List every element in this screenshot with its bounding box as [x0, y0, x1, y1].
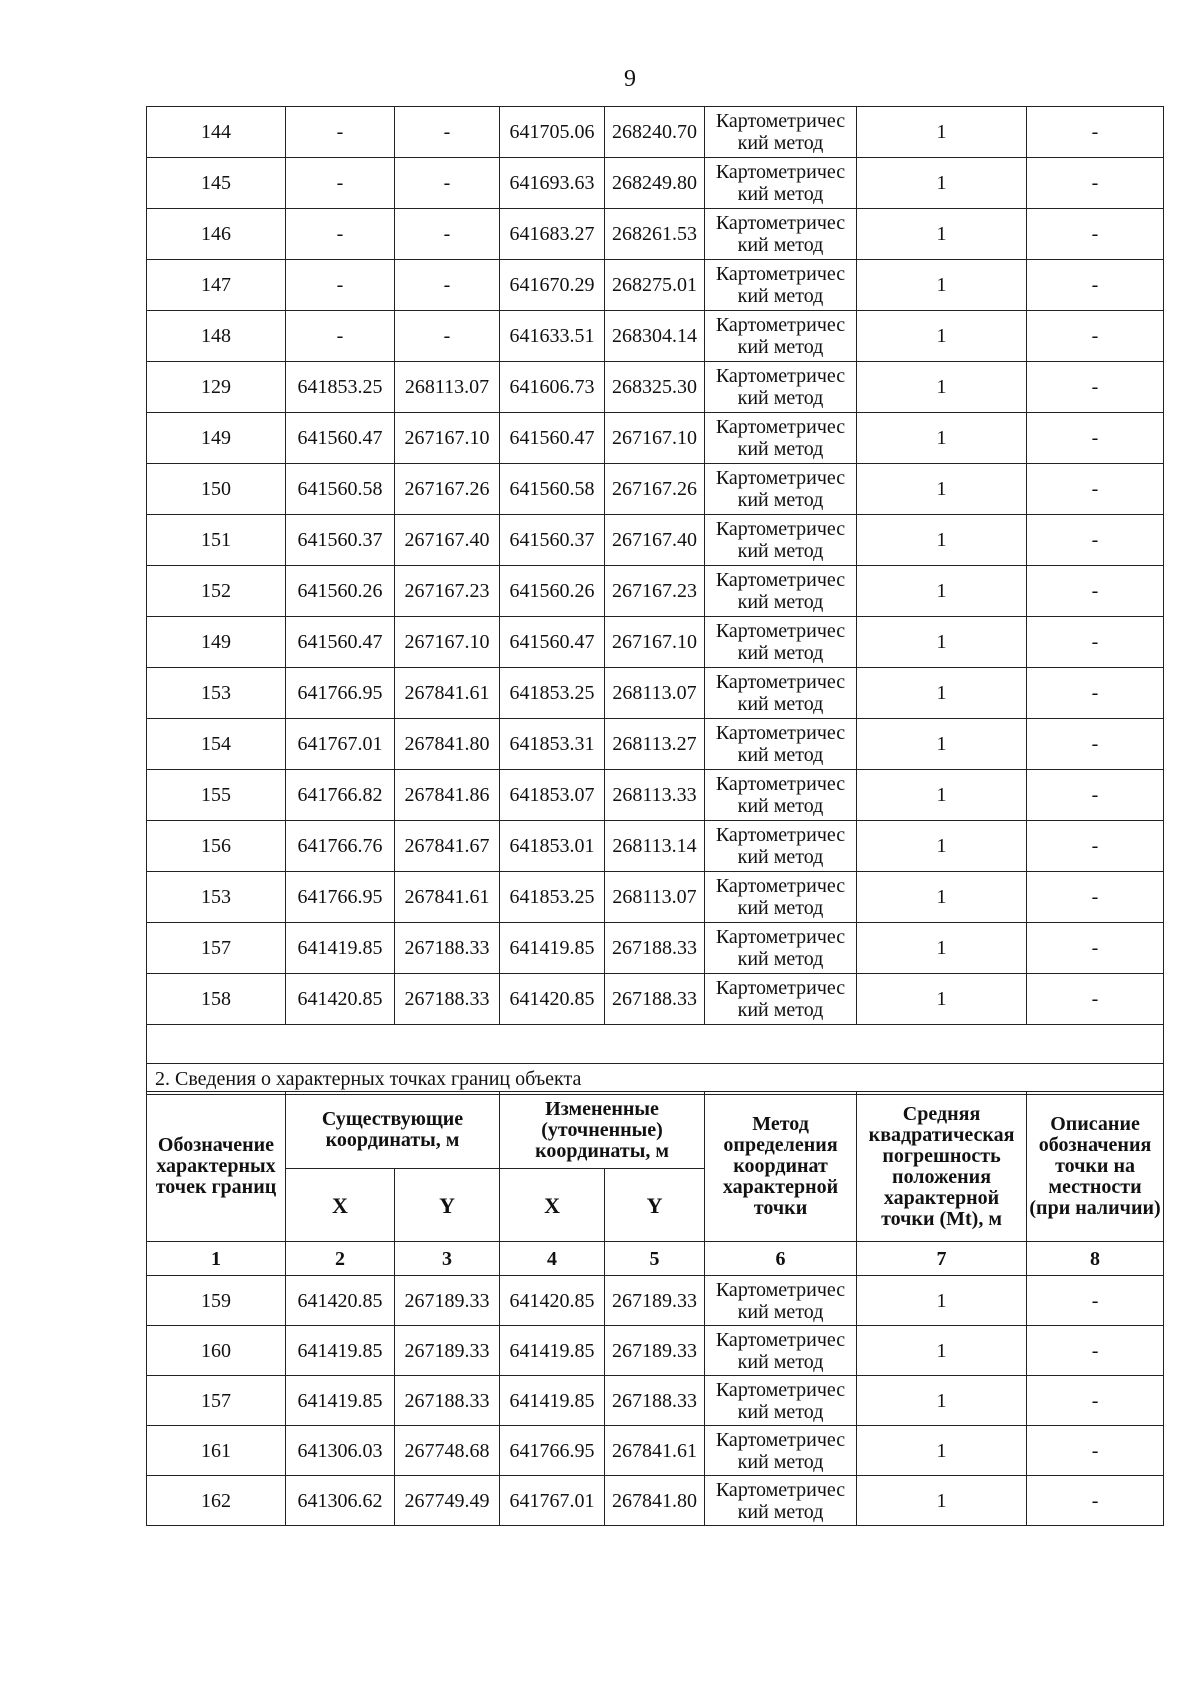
mt-value-cell: 1: [857, 974, 1027, 1025]
point-number-cell: 157: [147, 923, 286, 974]
existing-y-cell: 267167.10: [395, 413, 500, 464]
existing-x-cell: 641419.85: [286, 1326, 395, 1376]
changed-x-cell: 641766.95: [500, 1426, 605, 1476]
method-cell: [705, 1476, 857, 1526]
changed-y-cell: 268113.14: [605, 821, 705, 872]
changed-y-cell: 268240.70: [605, 107, 705, 158]
method-line-2: кий метод: [737, 1350, 824, 1373]
changed-x-cell: 641853.01: [500, 821, 605, 872]
method-cell: [705, 1326, 857, 1376]
header-description: Описание обозначения точки на местности (при наличии): [1027, 1092, 1164, 1242]
changed-x-cell: 641853.07: [500, 770, 605, 821]
coordinates-table-body: [147, 107, 1164, 1025]
point-number-cell: 162: [147, 1476, 286, 1526]
changed-y-cell: 267841.61: [605, 1426, 705, 1476]
table-row: [147, 923, 1164, 974]
header-existing-coordinates: Существующие координаты, м: [286, 1092, 500, 1169]
mt-value-cell: 1: [857, 107, 1027, 158]
existing-y-cell: 267167.10: [395, 617, 500, 668]
header-changed-x: X: [500, 1169, 605, 1242]
point-number-cell: 159: [147, 1276, 286, 1326]
point-number-cell: 153: [147, 872, 286, 923]
changed-x-cell: 641560.47: [500, 413, 605, 464]
changed-y-cell: 267167.10: [605, 413, 705, 464]
existing-x-cell: -: [286, 209, 395, 260]
mt-value-cell: 1: [857, 566, 1027, 617]
method-cell: [705, 617, 857, 668]
method-line-2: кий метод: [737, 693, 824, 715]
existing-x-cell: 641853.25: [286, 362, 395, 413]
method-line-1: Картометричес: [715, 1478, 846, 1501]
method-line-2: кий метод: [737, 489, 824, 511]
method-cell: [705, 1426, 857, 1476]
header-existing-x: X: [286, 1169, 395, 1242]
method-line-1: Картометричес: [715, 1428, 846, 1451]
description-cell: -: [1027, 515, 1164, 566]
method-line-1: Картометричес: [715, 824, 846, 846]
changed-x-cell: 641853.25: [500, 668, 605, 719]
method-line-2: кий метод: [737, 948, 824, 970]
changed-x-cell: 641419.85: [500, 1326, 605, 1376]
point-number-cell: 153: [147, 668, 286, 719]
blank-row: [147, 1025, 1164, 1064]
table-row: [147, 1476, 1164, 1526]
existing-x-cell: 641419.85: [286, 923, 395, 974]
changed-x-cell: 641419.85: [500, 1376, 605, 1426]
method-line-2: кий метод: [737, 846, 824, 868]
existing-x-cell: 641766.95: [286, 668, 395, 719]
method-cell: [705, 668, 857, 719]
changed-x-cell: 641560.47: [500, 617, 605, 668]
existing-x-cell: 641560.47: [286, 413, 395, 464]
method-cell: [705, 515, 857, 566]
existing-y-cell: 267188.33: [395, 974, 500, 1025]
point-number-cell: 160: [147, 1326, 286, 1376]
changed-y-cell: 268113.07: [605, 668, 705, 719]
mt-value-cell: 1: [857, 209, 1027, 260]
existing-y-cell: 267189.33: [395, 1326, 500, 1376]
method-line-2: кий метод: [737, 336, 824, 358]
changed-y-cell: 268249.80: [605, 158, 705, 209]
method-line-1: Картометричес: [715, 365, 846, 387]
point-number-cell: 156: [147, 821, 286, 872]
mt-value-cell: 1: [857, 1376, 1027, 1426]
method-cell: [705, 1376, 857, 1426]
existing-y-cell: 267167.23: [395, 566, 500, 617]
column-numbers-row: [147, 1242, 1164, 1276]
existing-y-cell: 267167.40: [395, 515, 500, 566]
method-cell: [705, 770, 857, 821]
mt-value-cell: 1: [857, 821, 1027, 872]
table-row: [147, 311, 1164, 362]
table-row: [147, 158, 1164, 209]
table-row: [147, 413, 1164, 464]
method-line-2: кий метод: [737, 1300, 824, 1323]
description-cell: -: [1027, 566, 1164, 617]
point-number-cell: 161: [147, 1426, 286, 1476]
mt-value-cell: 1: [857, 770, 1027, 821]
mt-value-cell: 1: [857, 464, 1027, 515]
method-line-2: кий метод: [737, 234, 824, 256]
method-line-1: Картометричес: [715, 1328, 846, 1351]
method-cell: [705, 719, 857, 770]
changed-x-cell: 641670.29: [500, 260, 605, 311]
point-number-cell: 154: [147, 719, 286, 770]
method-line-1: Картометричес: [715, 161, 846, 183]
point-number-cell: 158: [147, 974, 286, 1025]
method-line-2: кий метод: [737, 642, 824, 664]
existing-x-cell: -: [286, 260, 395, 311]
column-number: 1: [147, 1242, 286, 1276]
changed-x-cell: 641693.63: [500, 158, 605, 209]
header-changed-coordinates: Измененные (уточненные) координаты, м: [500, 1092, 705, 1169]
method-line-2: кий метод: [737, 744, 824, 766]
changed-y-cell: 267167.23: [605, 566, 705, 617]
existing-y-cell: 267841.61: [395, 668, 500, 719]
changed-x-cell: 641705.06: [500, 107, 605, 158]
changed-x-cell: 641560.37: [500, 515, 605, 566]
method-cell: [705, 974, 857, 1025]
method-cell: [705, 413, 857, 464]
method-line-2: кий метод: [737, 438, 824, 460]
changed-x-cell: 641683.27: [500, 209, 605, 260]
blank-cell: [147, 1025, 1164, 1064]
point-number-cell: 150: [147, 464, 286, 515]
changed-x-cell: 641560.26: [500, 566, 605, 617]
changed-y-cell: 267189.33: [605, 1276, 705, 1326]
mt-value-cell: 1: [857, 260, 1027, 311]
point-number-cell: 149: [147, 617, 286, 668]
changed-x-cell: 641853.31: [500, 719, 605, 770]
table-row: [147, 566, 1164, 617]
changed-y-cell: 268261.53: [605, 209, 705, 260]
mt-value-cell: 1: [857, 158, 1027, 209]
description-cell: -: [1027, 311, 1164, 362]
point-number-cell: 145: [147, 158, 286, 209]
description-cell: -: [1027, 464, 1164, 515]
changed-x-cell: 641419.85: [500, 923, 605, 974]
existing-y-cell: 267841.80: [395, 719, 500, 770]
description-cell: -: [1027, 719, 1164, 770]
page-number: 9: [624, 66, 636, 92]
method-line-1: Картометричес: [715, 1278, 846, 1301]
method-cell: [705, 209, 857, 260]
method-cell: [705, 821, 857, 872]
description-cell: -: [1027, 1426, 1164, 1476]
existing-y-cell: 267841.67: [395, 821, 500, 872]
table-row: [147, 668, 1164, 719]
header-row: [147, 1092, 1164, 1169]
existing-y-cell: 267749.49: [395, 1476, 500, 1526]
method-line-1: Картометричес: [715, 518, 846, 540]
point-number-cell: 129: [147, 362, 286, 413]
existing-x-cell: 641420.85: [286, 974, 395, 1025]
mt-value-cell: 1: [857, 617, 1027, 668]
method-line-2: кий метод: [737, 1450, 824, 1473]
table-row: [147, 464, 1164, 515]
changed-y-cell: 267841.80: [605, 1476, 705, 1526]
table-row: [147, 1376, 1164, 1426]
method-cell: [705, 464, 857, 515]
column-number: 6: [705, 1242, 857, 1276]
section-row: [147, 1064, 1164, 1095]
table-row: [147, 260, 1164, 311]
method-line-2: кий метод: [737, 132, 824, 154]
description-cell: -: [1027, 107, 1164, 158]
changed-y-cell: 267189.33: [605, 1326, 705, 1376]
description-cell: -: [1027, 1476, 1164, 1526]
table-row: [147, 821, 1164, 872]
point-number-cell: 147: [147, 260, 286, 311]
mt-value-cell: 1: [857, 311, 1027, 362]
method-line-1: Картометричес: [715, 620, 846, 642]
method-line-2: кий метод: [737, 285, 824, 307]
mt-value-cell: 1: [857, 668, 1027, 719]
point-number-cell: 151: [147, 515, 286, 566]
existing-y-cell: 267841.61: [395, 872, 500, 923]
description-cell: -: [1027, 1326, 1164, 1376]
table-row: [147, 209, 1164, 260]
changed-y-cell: 268113.33: [605, 770, 705, 821]
existing-y-cell: -: [395, 311, 500, 362]
existing-x-cell: -: [286, 311, 395, 362]
table-row: [147, 1426, 1164, 1476]
header-changed-y: Y: [605, 1169, 705, 1242]
column-number: 8: [1027, 1242, 1164, 1276]
method-line-1: Картометричес: [715, 671, 846, 693]
existing-x-cell: -: [286, 107, 395, 158]
description-cell: -: [1027, 158, 1164, 209]
method-cell: [705, 311, 857, 362]
changed-x-cell: 641560.58: [500, 464, 605, 515]
coordinates-table-continued: [146, 106, 1164, 1095]
method-line-1: Картометричес: [715, 1378, 846, 1401]
method-cell: [705, 872, 857, 923]
existing-y-cell: -: [395, 209, 500, 260]
existing-x-cell: 641766.76: [286, 821, 395, 872]
method-line-2: кий метод: [737, 387, 824, 409]
description-cell: -: [1027, 923, 1164, 974]
method-line-2: кий метод: [737, 540, 824, 562]
method-line-2: кий метод: [737, 999, 824, 1021]
point-number-cell: 157: [147, 1376, 286, 1426]
table-row: [147, 362, 1164, 413]
changed-x-cell: 641420.85: [500, 974, 605, 1025]
changed-y-cell: 268325.30: [605, 362, 705, 413]
description-cell: -: [1027, 362, 1164, 413]
description-cell: -: [1027, 1276, 1164, 1326]
method-cell: [705, 260, 857, 311]
existing-y-cell: 267188.33: [395, 923, 500, 974]
description-cell: -: [1027, 872, 1164, 923]
mt-value-cell: 1: [857, 1426, 1027, 1476]
method-cell: [705, 107, 857, 158]
method-cell: [705, 362, 857, 413]
existing-x-cell: 641766.82: [286, 770, 395, 821]
changed-y-cell: 268304.14: [605, 311, 705, 362]
column-number: 4: [500, 1242, 605, 1276]
existing-y-cell: 267167.26: [395, 464, 500, 515]
table-row: [147, 617, 1164, 668]
table-row: [147, 719, 1164, 770]
header-designation: Обозначение характерных точек границ: [147, 1092, 286, 1242]
changed-x-cell: 641633.51: [500, 311, 605, 362]
method-line-1: Картометричес: [715, 926, 846, 948]
description-cell: -: [1027, 617, 1164, 668]
mt-value-cell: 1: [857, 413, 1027, 464]
point-number-cell: 148: [147, 311, 286, 362]
existing-x-cell: 641306.03: [286, 1426, 395, 1476]
existing-x-cell: 641560.47: [286, 617, 395, 668]
existing-x-cell: 641419.85: [286, 1376, 395, 1426]
existing-y-cell: 267189.33: [395, 1276, 500, 1326]
changed-x-cell: 641420.85: [500, 1276, 605, 1326]
mt-value-cell: 1: [857, 872, 1027, 923]
description-cell: -: [1027, 413, 1164, 464]
method-line-1: Картометричес: [715, 416, 846, 438]
column-number: 5: [605, 1242, 705, 1276]
column-number: 3: [395, 1242, 500, 1276]
description-cell: -: [1027, 260, 1164, 311]
table-row: [147, 515, 1164, 566]
existing-y-cell: 268113.07: [395, 362, 500, 413]
column-number: 7: [857, 1242, 1027, 1276]
table-row: [147, 1276, 1164, 1326]
table-row: [147, 872, 1164, 923]
method-cell: [705, 923, 857, 974]
characteristic-points-body: [147, 1276, 1164, 1526]
existing-y-cell: -: [395, 158, 500, 209]
mt-value-cell: 1: [857, 923, 1027, 974]
method-line-1: Картометричес: [715, 569, 846, 591]
changed-x-cell: 641853.25: [500, 872, 605, 923]
point-number-cell: 144: [147, 107, 286, 158]
method-line-1: Картометричес: [715, 467, 846, 489]
existing-y-cell: 267188.33: [395, 1376, 500, 1426]
existing-y-cell: -: [395, 107, 500, 158]
mt-value-cell: 1: [857, 362, 1027, 413]
existing-x-cell: 641560.37: [286, 515, 395, 566]
changed-y-cell: 268113.27: [605, 719, 705, 770]
mt-value-cell: 1: [857, 1326, 1027, 1376]
point-number-cell: 152: [147, 566, 286, 617]
mt-value-cell: 1: [857, 719, 1027, 770]
changed-y-cell: 268275.01: [605, 260, 705, 311]
characteristic-points-table: [146, 1091, 1164, 1526]
description-cell: -: [1027, 1376, 1164, 1426]
description-cell: -: [1027, 209, 1164, 260]
method-line-1: Картометричес: [715, 722, 846, 744]
point-number-cell: 149: [147, 413, 286, 464]
method-line-2: кий метод: [737, 1500, 824, 1523]
changed-y-cell: 268113.07: [605, 872, 705, 923]
header-method: Метод определения координат характерной точки: [705, 1092, 857, 1242]
existing-x-cell: 641420.85: [286, 1276, 395, 1326]
description-cell: -: [1027, 770, 1164, 821]
existing-x-cell: 641767.01: [286, 719, 395, 770]
existing-x-cell: 641560.26: [286, 566, 395, 617]
method-line-2: кий метод: [737, 1400, 824, 1423]
column-number: 2: [286, 1242, 395, 1276]
description-cell: -: [1027, 668, 1164, 719]
changed-y-cell: 267167.26: [605, 464, 705, 515]
method-line-1: Картометричес: [715, 263, 846, 285]
method-cell: [705, 1276, 857, 1326]
point-number-cell: 155: [147, 770, 286, 821]
existing-x-cell: 641766.95: [286, 872, 395, 923]
mt-value-cell: 1: [857, 1276, 1027, 1326]
changed-y-cell: 267188.33: [605, 1376, 705, 1426]
method-line-1: Картометричес: [715, 212, 846, 234]
changed-y-cell: 267188.33: [605, 974, 705, 1025]
existing-y-cell: 267748.68: [395, 1426, 500, 1476]
header-error: Средняя квадратическая погрешность положения характерной точки (Mt), м: [857, 1092, 1027, 1242]
description-cell: -: [1027, 974, 1164, 1025]
changed-y-cell: 267167.40: [605, 515, 705, 566]
changed-x-cell: 641767.01: [500, 1476, 605, 1526]
existing-x-cell: 641306.62: [286, 1476, 395, 1526]
table-row: [147, 974, 1164, 1025]
table-row: [147, 1326, 1164, 1376]
method-cell: [705, 158, 857, 209]
method-line-1: Картометричес: [715, 875, 846, 897]
method-line-2: кий метод: [737, 795, 824, 817]
mt-value-cell: 1: [857, 515, 1027, 566]
header-existing-y: Y: [395, 1169, 500, 1242]
section-title: 2. Сведения о характерных точках границ объекта: [147, 1064, 1164, 1095]
method-line-2: кий метод: [737, 897, 824, 919]
existing-x-cell: 641560.58: [286, 464, 395, 515]
existing-y-cell: 267841.86: [395, 770, 500, 821]
description-cell: -: [1027, 821, 1164, 872]
existing-y-cell: -: [395, 260, 500, 311]
mt-value-cell: 1: [857, 1476, 1027, 1526]
changed-x-cell: 641606.73: [500, 362, 605, 413]
point-number-cell: 146: [147, 209, 286, 260]
method-line-1: Картометричес: [715, 977, 846, 999]
changed-y-cell: 267188.33: [605, 923, 705, 974]
table-row: [147, 770, 1164, 821]
method-line-2: кий метод: [737, 183, 824, 205]
method-line-2: кий метод: [737, 591, 824, 613]
method-line-1: Картометричес: [715, 110, 846, 132]
existing-x-cell: -: [286, 158, 395, 209]
method-line-1: Картометричес: [715, 773, 846, 795]
changed-y-cell: 267167.10: [605, 617, 705, 668]
table-row: [147, 107, 1164, 158]
method-cell: [705, 566, 857, 617]
method-line-1: Картометричес: [715, 314, 846, 336]
